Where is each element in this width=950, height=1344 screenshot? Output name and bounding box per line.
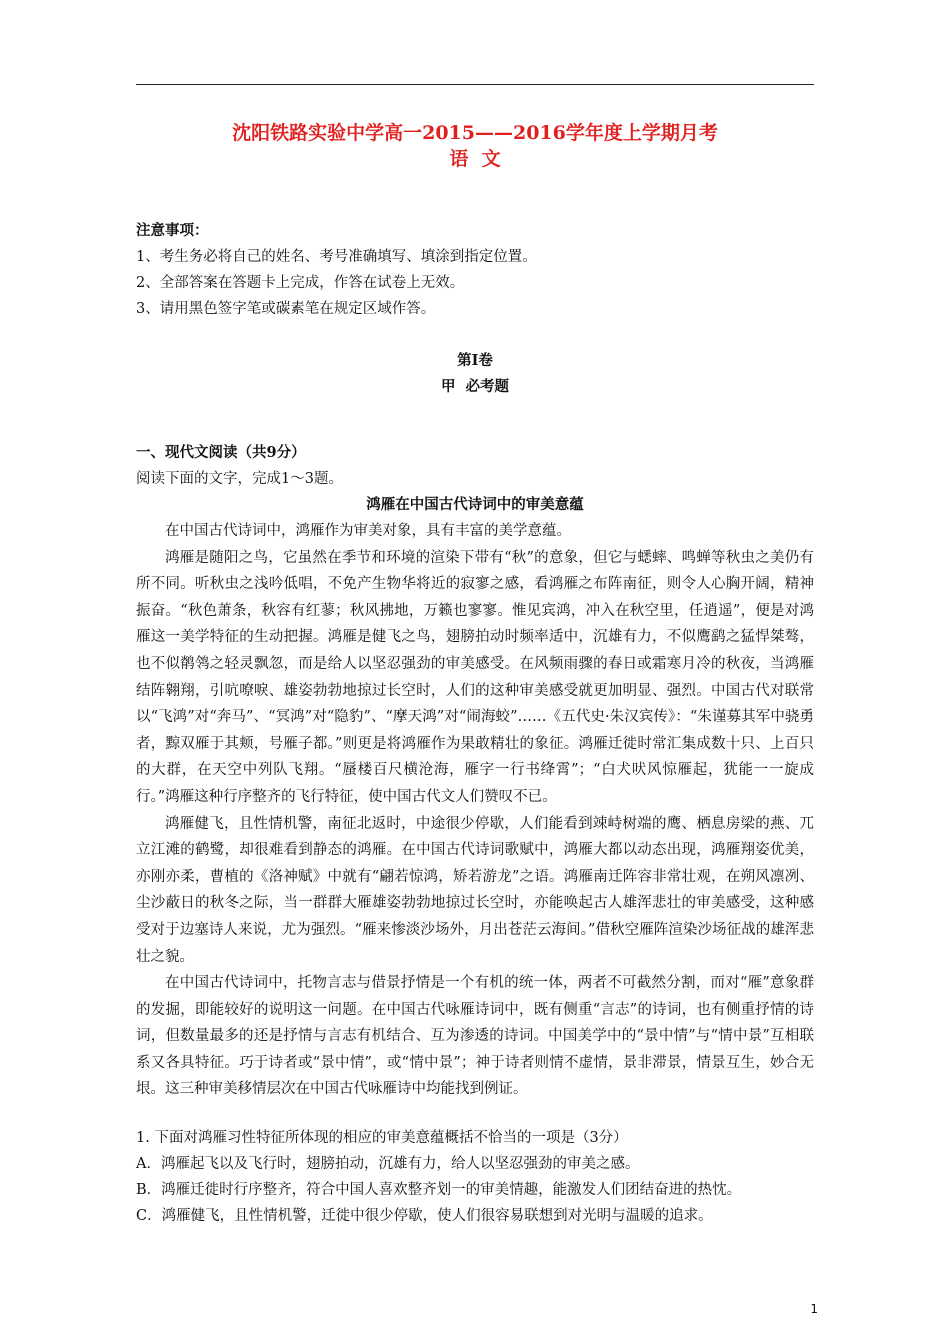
note-item-3: 3、请用黑色签字笔或碳素笔在规定区域作答。 — [136, 301, 436, 317]
volume-block — [136, 348, 814, 400]
question-1-option-c: C．鸿雁健飞，且性情机警，迁徙中很少停歇，使人们很容易联想到对光明与温暖的追求。 — [136, 1208, 713, 1225]
notes-heading: 注意事项： — [136, 222, 209, 239]
note-item-2: 2、全部答案在答题卡上完成，作答在试卷上无效。 — [136, 275, 465, 291]
subject-title: 语 文 — [449, 148, 501, 170]
article-paragraph-4: 在中国古代诗词中，托物言志与借景抒情是一个有机的统一体，两者不可截然分割，而对“雁”意象群的发掘，即能较好的说明这一问题。在中国古代咏雁诗词中，既有侧重“言志”的诗词，也有侧重抒情的诗词，但数量最多的还是抒情与言志有机结合、互为渗透的诗词。中国美学中的“景中情”与“情中景”互相联系又各具特征。巧于诗者或“景中情”，或“情中景”；神于诗者则情不虚情，景非滞景，情景互生，妙合无垠。这三种审美移情层次在中国古代咏雁诗中均能找到例证。 — [136, 975, 814, 1098]
header-rule — [136, 84, 814, 85]
question-1-option-b: B．鸿雁迁徙时行序整齐，符合中国人喜欢整齐划一的审美情趣，能激发人们团结奋进的热忱。 — [136, 1182, 742, 1199]
volume-part: 甲 必考题 — [440, 378, 510, 395]
exam-page — [136, 120, 814, 1229]
note-item-1: 1、考生务必将自己的姓名、考号准确填写、填涂到指定位置。 — [136, 249, 537, 265]
notes-block — [136, 218, 814, 322]
article-paragraph-2: 鸿雁是随阳之鸟，它虽然在季节和环境的渲染下带有“秋”的意象，但它与蟋蟀、鸣蝉等秋虫之美仍有所不同。听秋虫之浅吟低唱，不免产生物华将近的寂寥之感，看鸿雁之布阵南征，则令人心胸开阔，精神振奋。“秋色萧条，秋容有红蓼；秋风拂地，万籁也寥寥。惟见宾鸿，冲入在秋空里，任逍遥”，便是对鸿雁这一美学特征的生动把握。鸿雁是健飞之鸟，翅膀拍动时频率适中，沉雄有力，不似鹰鹞之猛悍桀骜，也不似鹡鸰之轻灵飘忽，而是给人以坚忍强劲的审美感受。在风频雨骤的春日或霜寒月冷的秋夜，当鸿雁结阵翱翔，引吭嘹唳、雄姿勃勃地掠过长空时，人们的这种审美感受就更加明显、强烈。中国古代对联常以“飞鸿”对“奔马”、“冥鸿”对“隐豹”、“摩天鸿”对“闹海蛟”……《五代史·朱汉宾传》：“朱谨募其军中骁勇者，黥双雁于其颊，号雁子都。”则更是将鸿雁作为果敢精壮的象征。鸿雁迁徙时常汇集成数十只、上百只的大群，在天空中列队飞翔。“蜃楼百尺横沧海，雁字一行书绛霄”；“白犬吠风惊雁起，犹能一一旋成行。”鸿雁这种行序整齐的飞行特征，使中国古代文人们赞叹不已。 — [136, 549, 814, 805]
article-paragraph-1: 在中国古代诗词中，鸿雁作为审美对象，具有丰富的美学意蕴。 — [165, 523, 571, 539]
section-instruction: 阅读下面的文字，完成1～3题。 — [136, 471, 343, 487]
question-1-stem: 1. 下面对鸿雁习性特征所体现的相应的审美意蕴概括不恰当的一项是（3分） — [136, 1130, 628, 1147]
question-block — [136, 1125, 814, 1229]
question-1-option-a: A．鸿雁起飞以及飞行时，翅膀拍动，沉雄有力，给人以坚忍强劲的审美之感。 — [136, 1156, 640, 1173]
article-paragraph-3: 鸿雁健飞，且性情机警，南征北返时，中途很少停歇，人们能看到竦峙树端的鹰、栖息房梁的燕、兀立江滩的鹤鹭，却很难看到静态的鸿雁。在中国古代诗词歌赋中，鸿雁大都以动态出现，鸿雁翔姿优美，亦刚亦柔，曹植的《洛神赋》中就有“翩若惊鸿，矫若游龙”之语。鸿雁南迁阵容非常壮观，在朔风凛冽、尘沙蔽日的秋冬之际，当一群群大雁雄姿勃勃地掠过长空时，亦能唤起古人雄浑悲壮的审美感受，这种感受对于边塞诗人来说，尤为强烈。“雁来惨淡沙场外，月出苍茫云海间。”借秋空雁阵渲染沙场征战的雄浑悲壮之貌。 — [136, 815, 814, 965]
section-heading: 一、现代文阅读（共9分） — [136, 444, 306, 461]
exam-title: 沈阳铁路实验中学高一2015——2016学年度上学期月考 — [232, 122, 718, 144]
volume-name: 第Ⅰ卷 — [457, 352, 493, 369]
page-number: 1 — [810, 1302, 818, 1316]
article-title: 鸿雁在中国古代诗词中的审美意蕴 — [366, 496, 584, 513]
